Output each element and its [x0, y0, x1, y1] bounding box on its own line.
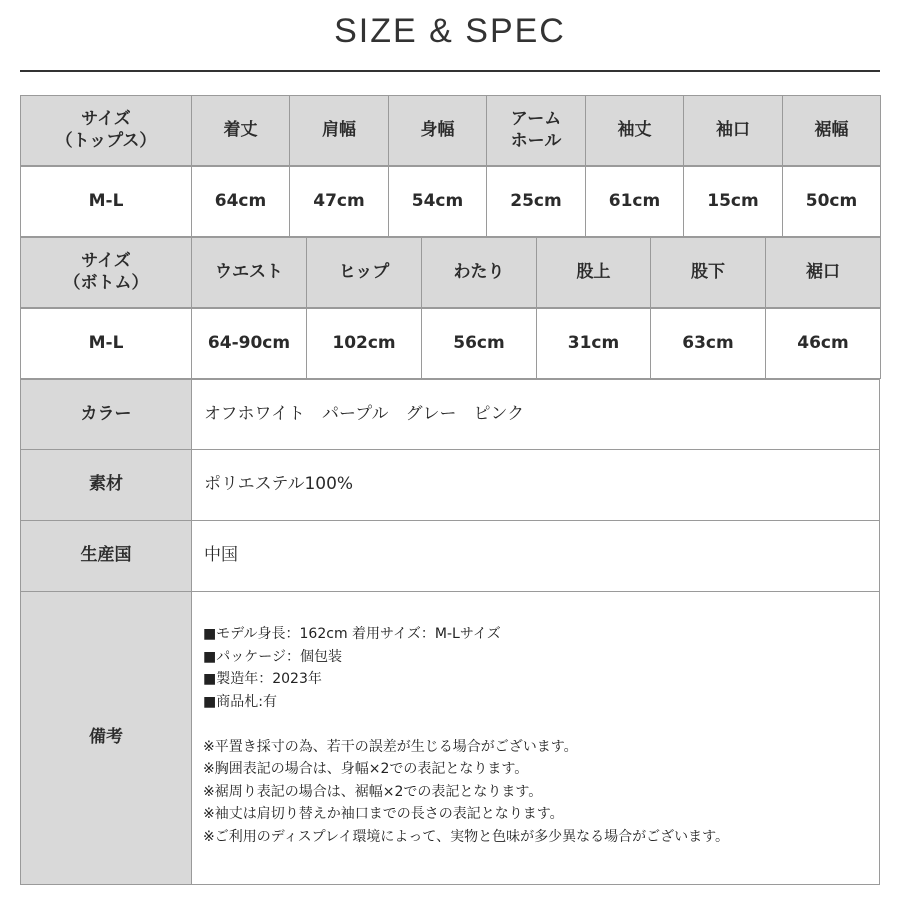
- tops-size-label: サイズ （トップス）: [20, 95, 192, 166]
- bottoms-value-cell: 46cm: [765, 308, 881, 379]
- remarks-label: 備考: [20, 591, 192, 885]
- tops-value-cell: 25cm: [486, 166, 586, 237]
- remarks-line: ※平置き採寸の為、若干の誤差が生じる場合がございます。: [203, 738, 578, 755]
- tops-header-cell: 裾幅: [782, 95, 881, 166]
- tops-size-value: M-L: [20, 166, 192, 237]
- origin-label: 生産国: [20, 520, 192, 592]
- remarks-line: ※袖丈は肩切り替えか袖口までの長さの表記となります。: [203, 806, 564, 822]
- remarks-line: ■モデル身長：162cm 着用サイズ：M-Lサイズ: [203, 626, 501, 642]
- tops-header-cell: 身幅: [388, 95, 487, 166]
- bottoms-value-cell: 31cm: [536, 308, 651, 379]
- tops-value-cell: 54cm: [388, 166, 487, 237]
- bottoms-header-cell: ウエスト: [191, 237, 307, 308]
- page-title: SIZE & SPEC: [334, 12, 566, 50]
- tops-value-cell: 15cm: [683, 166, 783, 237]
- remarks-line: ※胸囲表記の場合は、身幅×2での表記となります。: [203, 761, 529, 777]
- origin-value: 中国: [191, 520, 880, 592]
- color-label: カラー: [20, 379, 192, 450]
- tops-header-cell: 袖口: [683, 95, 783, 166]
- material-value: ポリエステル100%: [191, 449, 880, 521]
- remarks-line: ※ご利用のディスプレイ環境によって、実物と色味が多少異なる場合がございます。: [203, 828, 729, 845]
- tops-value-cell: 47cm: [289, 166, 389, 237]
- tops-value-cell: 61cm: [585, 166, 684, 237]
- remarks-line: ■パッケージ：個包装: [203, 648, 342, 665]
- remarks-line: ※裾周り表記の場合は、裾幅×2での表記となります。: [203, 783, 543, 800]
- bottoms-value-cell: 102cm: [306, 308, 422, 379]
- bottoms-value-cell: 64-90cm: [191, 308, 307, 379]
- bottoms-header-cell: 股下: [650, 237, 766, 308]
- bottoms-value-cell: 63cm: [650, 308, 766, 379]
- material-label: 素材: [20, 449, 192, 521]
- bottoms-header-cell: 股上: [536, 237, 651, 308]
- title-divider: [20, 70, 880, 72]
- tops-value-cell: 50cm: [782, 166, 881, 237]
- tops-header-cell: 袖丈: [585, 95, 684, 166]
- bottoms-size-value: M-L: [20, 308, 192, 379]
- remarks-spacer: [203, 713, 729, 736]
- bottoms-size-label: サイズ （ボトム）: [20, 237, 192, 308]
- tops-header-cell: アーム ホール: [486, 95, 586, 166]
- remarks-line: ■製造年：2023年: [203, 671, 322, 687]
- tops-value-cell: 64cm: [191, 166, 290, 237]
- bottoms-header-cell: わたり: [421, 237, 537, 308]
- bottoms-header-cell: 裾口: [765, 237, 881, 308]
- remarks-line: ■商品札:有: [203, 693, 277, 710]
- bottoms-value-cell: 56cm: [421, 308, 537, 379]
- remarks-text: [203, 623, 729, 848]
- tops-header-cell: 肩幅: [289, 95, 389, 166]
- tops-header-cell: 着丈: [191, 95, 290, 166]
- bottoms-header-cell: ヒップ: [306, 237, 422, 308]
- color-value: オフホワイト パープル グレー ピンク: [191, 379, 880, 450]
